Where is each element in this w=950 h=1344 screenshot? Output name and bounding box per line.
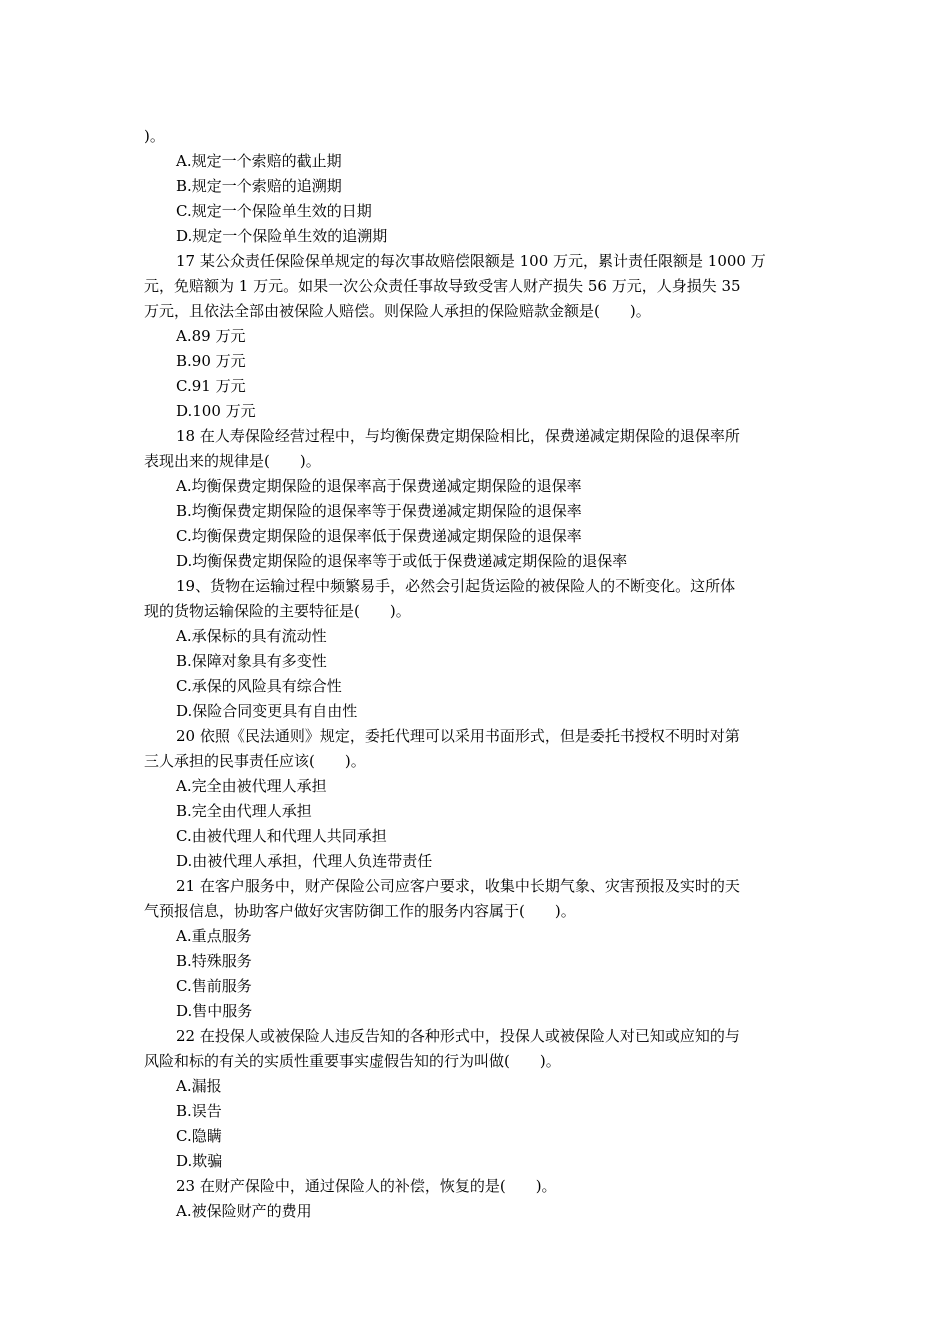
text-line: 22 在投保人或被保险人违反告知的各种形式中，投保人或被保险人对已知或应知的与 <box>176 1027 740 1045</box>
text-line: D.由被代理人承担，代理人负连带责任 <box>176 852 433 870</box>
text-line: 23 在财产保险中，通过保险人的补偿，恢复的是( )。 <box>176 1177 557 1195</box>
text-line: B.完全由代理人承担 <box>176 802 312 820</box>
text-line: 万元，且依法全部由被保险人赔偿。则保险人承担的保险赔款金额是( )。 <box>144 302 651 320</box>
text-line: B.均衡保费定期保险的退保率等于保费递减定期保险的退保率 <box>176 502 582 520</box>
text-line: D.100 万元 <box>176 402 256 420</box>
text-line: 表现出来的规律是( )。 <box>144 452 321 470</box>
text-line: B.保障对象具有多变性 <box>176 652 327 670</box>
text-line: 19、货物在运输过程中频繁易手，必然会引起货运险的被保险人的不断变化。这所体 <box>176 577 736 595</box>
text-line: 18 在人寿保险经营过程中，与均衡保费定期保险相比，保费递减定期保险的退保率所 <box>176 427 740 445</box>
text-line: C.售前服务 <box>176 977 252 995</box>
text-line: A.承保标的具有流动性 <box>176 627 327 645</box>
text-line: D.规定一个保险单生效的追溯期 <box>176 227 388 245</box>
text-line: A.规定一个索赔的截止期 <box>176 152 342 170</box>
text-line: D.售中服务 <box>176 1002 253 1020</box>
text-line: C.规定一个保险单生效的日期 <box>176 202 372 220</box>
text-line: 气预报信息，协助客户做好灾害防御工作的服务内容属于( )。 <box>144 902 576 920</box>
text-line: B.特殊服务 <box>176 952 252 970</box>
document-body <box>144 124 810 1224</box>
text-line: 现的货物运输保险的主要特征是( )。 <box>144 602 411 620</box>
text-line: 元，免赔额为 1 万元。如果一次公众责任事故导致受害人财产损失 56 万元，人身损失 35 <box>144 277 741 295</box>
text-line: )。 <box>144 127 165 145</box>
text-line: B.规定一个索赔的追溯期 <box>176 177 342 195</box>
text-line: 17 某公众责任保险保单规定的每次事故赔偿限额是 100 万元，累计责任限额是 1000 万 <box>176 252 766 270</box>
text-line: A.89 万元 <box>176 327 246 345</box>
text-line: C.91 万元 <box>176 377 246 395</box>
text-line: 三人承担的民事责任应该( )。 <box>144 752 366 770</box>
text-line: C.隐瞒 <box>176 1127 222 1145</box>
text-line: C.承保的风险具有综合性 <box>176 677 342 695</box>
text-line: A.均衡保费定期保险的退保率高于保费递减定期保险的退保率 <box>176 477 582 495</box>
text-line: A.重点服务 <box>176 927 252 945</box>
text-line: D.均衡保费定期保险的退保率等于或低于保费递减定期保险的退保率 <box>176 552 628 570</box>
text-line: D.欺骗 <box>176 1152 223 1170</box>
text-line: B.90 万元 <box>176 352 246 370</box>
text-line: A.被保险财产的费用 <box>176 1202 312 1220</box>
text-line: C.均衡保费定期保险的退保率低于保费递减定期保险的退保率 <box>176 527 582 545</box>
text-line: A.漏报 <box>176 1077 222 1095</box>
text-line: D.保险合同变更具有自由性 <box>176 702 358 720</box>
text-line: 风险和标的有关的实质性重要事实虚假告知的行为叫做( )。 <box>144 1052 561 1070</box>
text-line: 20 依照《民法通则》规定，委托代理可以采用书面形式，但是委托书授权不明时对第 <box>176 727 740 745</box>
text-line: B.误告 <box>176 1102 222 1120</box>
text-line: 21 在客户服务中，财产保险公司应客户要求，收集中长期气象、灾害预报及实时的天 <box>176 877 740 895</box>
text-line: C.由被代理人和代理人共同承担 <box>176 827 387 845</box>
text-line: A.完全由被代理人承担 <box>176 777 327 795</box>
